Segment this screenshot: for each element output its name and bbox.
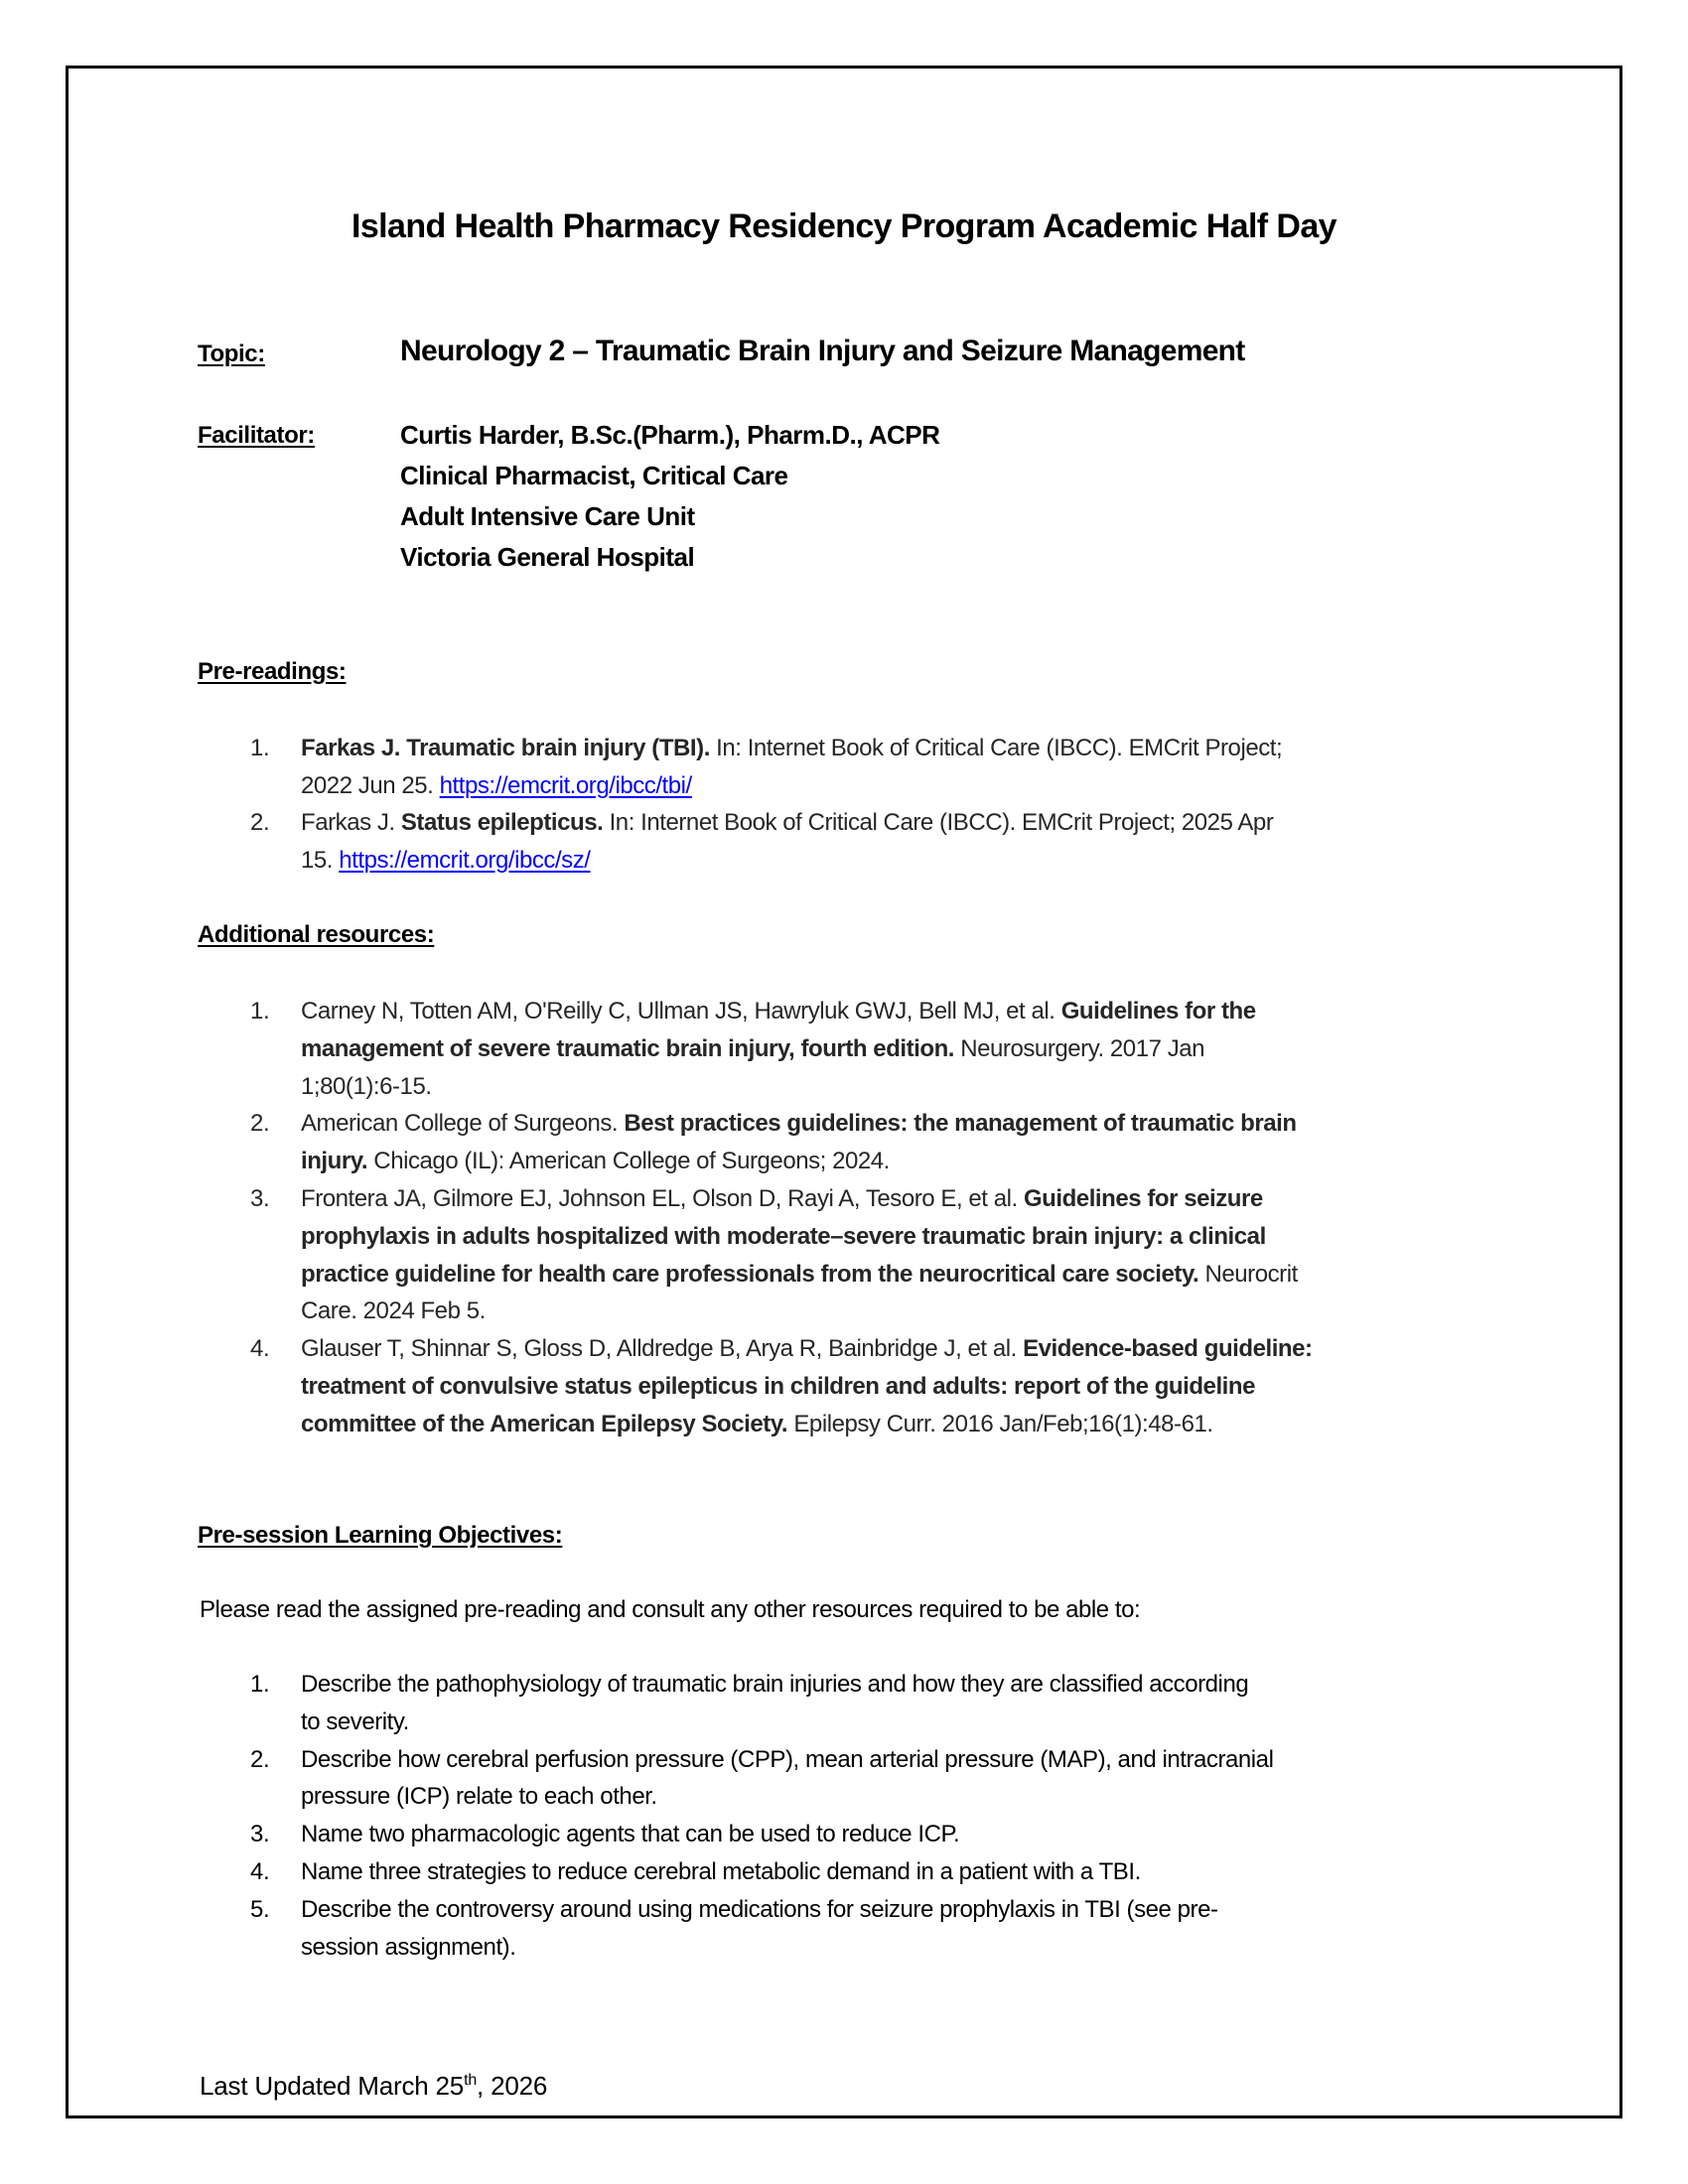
- facilitator-unit: Adult Intensive Care Unit: [400, 501, 695, 531]
- reference-text: Epilepsy Curr. 2016 Jan/Feb;16(1):48-61.: [787, 1410, 1213, 1437]
- list-item-number: 1.: [250, 1671, 270, 1698]
- list-item-number: 2.: [250, 809, 270, 836]
- list-item-line: [301, 1260, 1298, 1288]
- last-updated-prefix: Last Updated March 25: [200, 2071, 465, 2101]
- additional-resources-heading: Additional resources:: [198, 921, 435, 948]
- list-item-line: [301, 1072, 432, 1100]
- reference-title: Status epilepticus.: [400, 809, 604, 836]
- reference-link[interactable]: https://emcrit.org/ibcc/tbi/: [439, 771, 692, 799]
- list-item-line: Name two pharmacologic agents that can be used to reduce ICP.: [301, 1821, 960, 1848]
- reference-title: practice guideline for health care professionals from the neurocritical care society.: [301, 1260, 1199, 1288]
- reference-text: American College of Surgeons.: [301, 1110, 625, 1138]
- reference-title: Guidelines for seizure: [1023, 1185, 1263, 1212]
- reference-text: Care. 2024 Feb 5.: [301, 1297, 486, 1325]
- reference-text: In: Internet Book of Critical Care (IBCC). EMCrit Project;: [709, 735, 1283, 761]
- list-item-number: 2.: [250, 1745, 270, 1773]
- list-item-line: [301, 1375, 1255, 1399]
- list-item-line: [301, 1150, 890, 1173]
- list-item-line: Describe how cerebral perfusion pressure (CPP), mean arterial pressure (MAP), and intracranial: [301, 1745, 1274, 1773]
- list-item-number: 3.: [250, 1821, 270, 1848]
- reference-text: 15.: [301, 846, 340, 874]
- reference-text: Glauser T, Shinnar S, Gloss D, Alldredge B, Arya R, Bainbridge J, et al.: [301, 1335, 1024, 1363]
- list-item-line: to severity.: [301, 1707, 409, 1735]
- reference-title: Evidence-based guideline:: [1023, 1335, 1313, 1363]
- list-item-line: Describe the pathophysiology of traumatic brain injuries and how they are classified according: [301, 1671, 1249, 1698]
- reference-title: Farkas J. Traumatic brain injury (TBI).: [301, 735, 710, 761]
- list-item-line: [301, 1222, 1266, 1250]
- pre-readings-heading: Pre-readings:: [198, 658, 347, 685]
- reference-text: Farkas J.: [301, 809, 401, 836]
- reference-title: treatment of convulsive status epilepticus in children and adults: report of the guideline: [301, 1373, 1255, 1400]
- reference-text: Neurosurgery. 2017 Jan: [954, 1034, 1205, 1062]
- list-item-number: 3.: [250, 1185, 270, 1212]
- objectives-intro: Please read the assigned pre-reading and consult any other resources required to be able to:: [200, 1596, 1141, 1623]
- list-item-number: 4.: [250, 1335, 270, 1363]
- document-title: Island Health Pharmacy Residency Program Academic Half Day: [352, 207, 1336, 245]
- reference-text: Frontera JA, Gilmore EJ, Johnson EL, Olson D, Rayi A, Tesoro E, et al.: [301, 1185, 1024, 1212]
- reference-text: Neurocrit: [1198, 1260, 1298, 1288]
- reference-title: committee of the American Epilepsy Society.: [301, 1410, 788, 1437]
- list-item-number: 1.: [250, 998, 270, 1024]
- list-item-line: session assignment).: [301, 1933, 516, 1961]
- facilitator-label: Facilitator:: [198, 422, 315, 449]
- list-item-line: [301, 737, 1282, 760]
- list-item-number: 5.: [250, 1895, 270, 1923]
- reference-title: Best practices guidelines: the management of traumatic brain: [624, 1110, 1297, 1138]
- reference-text: In: Internet Book of Critical Care (IBCC). EMCrit Project; 2025 Apr: [603, 809, 1274, 836]
- last-updated-suffix: , 2026: [477, 2071, 548, 2101]
- reference-title: injury.: [301, 1148, 368, 1175]
- list-item-line: [301, 1112, 1297, 1136]
- reference-link[interactable]: https://emcrit.org/ibcc/sz/: [339, 846, 591, 874]
- last-updated-ordinal: th: [464, 2072, 478, 2089]
- list-item-number: 4.: [250, 1858, 270, 1885]
- reference-title: Guidelines for the: [1060, 998, 1256, 1024]
- page-border: [66, 66, 1622, 2118]
- list-item-line: [301, 1187, 1263, 1211]
- topic-label: Topic:: [198, 341, 265, 367]
- list-item-line: [301, 1000, 1256, 1024]
- list-item-line: [301, 811, 1273, 835]
- reference-text: Chicago (IL): American College of Surgeons; 2024.: [367, 1148, 890, 1175]
- list-item-line: [301, 846, 591, 874]
- facilitator-hospital: Victoria General Hospital: [400, 542, 695, 572]
- list-item-line: pressure (ICP) relate to each other.: [301, 1783, 657, 1811]
- reference-title: management of severe traumatic brain injury, fourth edition.: [301, 1034, 955, 1062]
- list-item-line: [301, 1034, 1205, 1062]
- last-updated: [200, 2073, 547, 2099]
- reference-title: prophylaxis in adults hospitalized with moderate–severe traumatic brain injury: a clinical: [301, 1222, 1266, 1250]
- reference-text: 1;80(1):6-15.: [301, 1072, 432, 1100]
- list-item-line: Name three strategies to reduce cerebral metabolic demand in a patient with a TBI.: [301, 1858, 1141, 1885]
- facilitator-role: Clinical Pharmacist, Critical Care: [400, 461, 788, 490]
- list-item-line: Describe the controversy around using medications for seizure prophylaxis in TBI (see pre-: [301, 1895, 1218, 1923]
- objectives-heading: Pre-session Learning Objectives:: [198, 1522, 563, 1549]
- list-item-number: 2.: [250, 1110, 270, 1138]
- reference-text: Carney N, Totten AM, O'Reilly C, Ullman JS, Hawryluk GWJ, Bell MJ, et al.: [301, 998, 1061, 1024]
- facilitator-name: Curtis Harder, B.Sc.(Pharm.), Pharm.D., ACPR: [400, 420, 940, 450]
- list-item-line: [301, 1337, 1313, 1361]
- list-item-number: 1.: [250, 735, 270, 761]
- reference-text: 2022 Jun 25.: [301, 771, 440, 799]
- topic-value: Neurology 2 – Traumatic Brain Injury and Seizure Management: [400, 335, 1245, 367]
- list-item-line: [301, 771, 692, 799]
- list-item-line: [301, 1299, 486, 1323]
- list-item-line: [301, 1410, 1213, 1437]
